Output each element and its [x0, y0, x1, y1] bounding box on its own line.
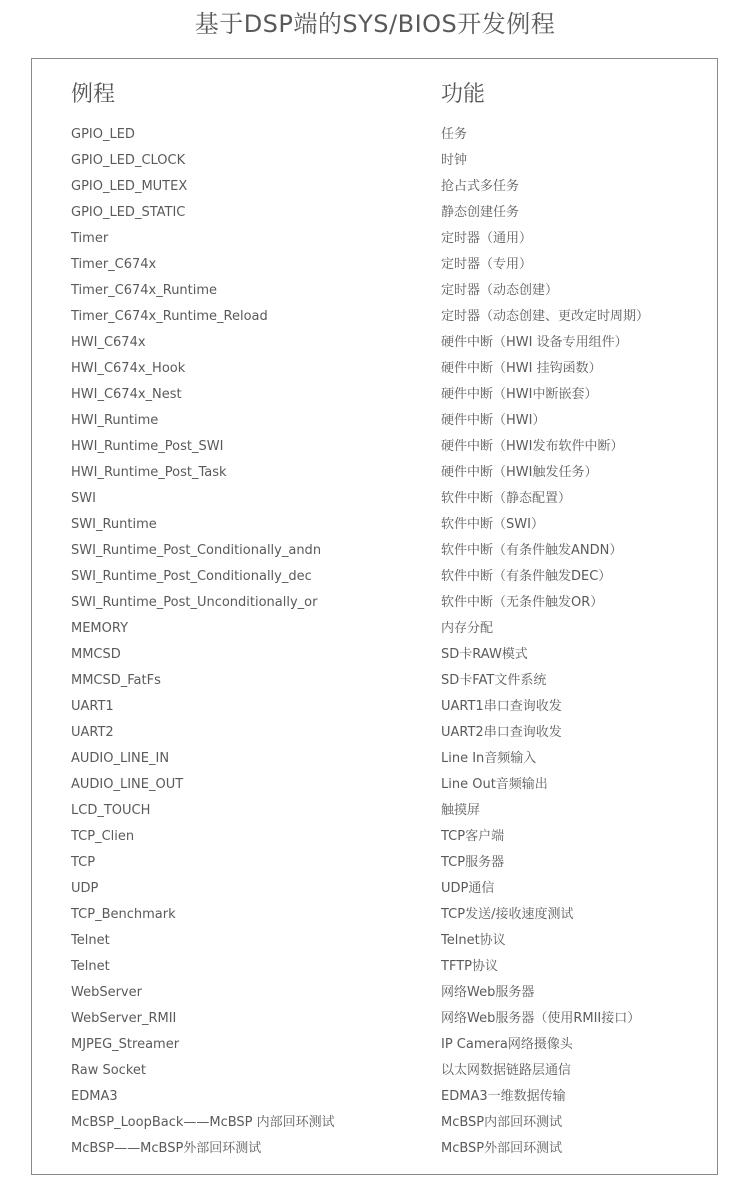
table-row: [0, 590, 750, 616]
table-row: [0, 954, 750, 980]
function-description-cell: 任务: [441, 127, 468, 142]
function-description-cell: McBSP外部回环测试: [441, 1141, 563, 1156]
function-description-cell: Line In音频输入: [441, 751, 537, 766]
table-row: [0, 616, 750, 642]
function-description-cell: SD卡FAT文件系统: [441, 673, 547, 688]
table-row: [0, 252, 750, 278]
table-row: [0, 1032, 750, 1058]
table-row: [0, 1084, 750, 1110]
example-name-cell: TCP_Clien: [71, 829, 135, 844]
example-name-cell: AUDIO_LINE_IN: [71, 751, 170, 766]
example-name-cell: HWI_Runtime: [71, 413, 159, 428]
function-description-cell: 内存分配: [441, 621, 494, 636]
example-name-cell: AUDIO_LINE_OUT: [71, 777, 184, 792]
function-description-cell: UDP通信: [441, 881, 495, 896]
table-row: [0, 564, 750, 590]
table-row: [0, 200, 750, 226]
example-name-cell: UART2: [71, 725, 114, 740]
table-row: [0, 746, 750, 772]
example-name-cell: GPIO_LED_MUTEX: [71, 179, 188, 194]
function-description-cell: TCP服务器: [441, 855, 505, 870]
table-row: [0, 304, 750, 330]
example-name-cell: MMCSD_FatFs: [71, 673, 161, 688]
function-description-cell: 网络Web服务器（使用RMII接口）: [441, 1011, 641, 1026]
example-name-cell: TCP: [71, 855, 96, 870]
function-description-cell: Telnet协议: [441, 933, 506, 948]
function-description-cell: 定时器（专用）: [441, 257, 533, 272]
example-name-cell: MMCSD: [71, 647, 121, 662]
example-name-cell: GPIO_LED: [71, 127, 135, 142]
example-name-cell: HWI_Runtime_Post_Task: [71, 465, 227, 480]
table-row: [0, 382, 750, 408]
table-row: [0, 356, 750, 382]
function-description-cell: 软件中断（有条件触发ANDN）: [441, 543, 623, 558]
example-name-cell: GPIO_LED_STATIC: [71, 205, 186, 220]
table-row: [0, 226, 750, 252]
table-row: [0, 1110, 750, 1136]
function-description-cell: 硬件中断（HWI 设备专用组件）: [441, 335, 628, 350]
example-name-cell: McBSP_LoopBack——McBSP 内部回环测试: [71, 1115, 335, 1130]
table-row: [0, 980, 750, 1006]
table-row: [0, 122, 750, 148]
function-description-cell: 网络Web服务器: [441, 985, 535, 1000]
example-name-cell: Raw Socket: [71, 1063, 146, 1078]
table-row: [0, 694, 750, 720]
table-row: [0, 330, 750, 356]
example-name-cell: SWI_Runtime: [71, 517, 157, 532]
table-row: [0, 278, 750, 304]
table-row: [0, 824, 750, 850]
function-description-cell: 触摸屏: [441, 803, 481, 818]
example-name-cell: EDMA3: [71, 1089, 118, 1104]
function-description-cell: 软件中断（静态配置）: [441, 491, 572, 506]
table-row: [0, 174, 750, 200]
example-name-cell: Timer_C674x_Runtime: [71, 283, 218, 298]
table-row: [0, 1006, 750, 1032]
function-description-cell: 时钟: [441, 153, 468, 168]
example-name-cell: Timer: [71, 231, 109, 246]
example-name-cell: McBSP——McBSP外部回环测试: [71, 1141, 262, 1156]
table-row: [0, 538, 750, 564]
table-row: [0, 902, 750, 928]
column-header-function: 功能: [441, 82, 486, 107]
function-description-cell: 定时器（动态创建、更改定时周期）: [441, 309, 650, 324]
function-description-cell: 硬件中断（HWI触发任务）: [441, 465, 598, 480]
example-name-cell: Telnet: [71, 933, 110, 948]
function-description-cell: 硬件中断（HWI中断嵌套）: [441, 387, 598, 402]
table-row: [0, 1058, 750, 1084]
table-row: [0, 772, 750, 798]
example-name-cell: HWI_Runtime_Post_SWI: [71, 439, 224, 454]
function-description-cell: 硬件中断（HWI）: [441, 413, 546, 428]
example-name-cell: HWI_C674x_Hook: [71, 361, 186, 376]
table-row: [0, 668, 750, 694]
function-description-cell: 定时器（动态创建）: [441, 283, 559, 298]
example-name-cell: MJPEG_Streamer: [71, 1037, 180, 1052]
table-row: [0, 876, 750, 902]
table-row: [0, 434, 750, 460]
example-name-cell: SWI_Runtime_Post_Unconditionally_or: [71, 595, 318, 610]
example-name-cell: Telnet: [71, 959, 110, 974]
example-name-cell: WebServer_RMII: [71, 1011, 177, 1026]
table-row: [0, 486, 750, 512]
table-row: [0, 148, 750, 174]
table-row: [0, 798, 750, 824]
column-header-example: 例程: [71, 82, 116, 107]
example-name-cell: LCD_TOUCH: [71, 803, 151, 818]
page-title: 基于DSP端的SYS/BIOS开发例程: [194, 10, 556, 38]
function-description-cell: 静态创建任务: [441, 205, 520, 220]
function-description-cell: 定时器（通用）: [441, 231, 533, 246]
function-description-cell: TCP发送/接收速度测试: [441, 907, 574, 922]
function-description-cell: TCP客户端: [441, 829, 505, 844]
function-description-cell: UART1串口查询收发: [441, 699, 562, 714]
table-row: [0, 512, 750, 538]
function-description-cell: UART2串口查询收发: [441, 725, 562, 740]
example-name-cell: MEMORY: [71, 621, 129, 636]
example-name-cell: WebServer: [71, 985, 142, 1000]
example-name-cell: TCP_Benchmark: [71, 907, 176, 922]
function-description-cell: McBSP内部回环测试: [441, 1115, 563, 1130]
function-description-cell: Line Out音频输出: [441, 777, 548, 792]
example-name-cell: Timer_C674x: [71, 257, 157, 272]
example-name-cell: HWI_C674x: [71, 335, 146, 350]
table-row: [0, 642, 750, 668]
function-description-cell: 以太网数据链路层通信: [441, 1063, 572, 1078]
example-name-cell: SWI: [71, 491, 96, 506]
function-description-cell: IP Camera网络摄像头: [441, 1037, 573, 1052]
function-description-cell: 硬件中断（HWI 挂钩函数）: [441, 361, 602, 376]
example-name-cell: SWI_Runtime_Post_Conditionally_dec: [71, 569, 312, 584]
function-description-cell: 软件中断（无条件触发OR）: [441, 595, 604, 610]
function-description-cell: EDMA3一维数据传输: [441, 1089, 566, 1104]
example-name-cell: GPIO_LED_CLOCK: [71, 153, 186, 168]
example-name-cell: Timer_C674x_Runtime_Reload: [71, 309, 268, 324]
table-row: [0, 928, 750, 954]
example-name-cell: SWI_Runtime_Post_Conditionally_andn: [71, 543, 322, 558]
function-description-cell: 硬件中断（HWI发布软件中断）: [441, 439, 624, 454]
table-row: [0, 408, 750, 434]
example-name-cell: UART1: [71, 699, 114, 714]
function-description-cell: SD卡RAW模式: [441, 647, 528, 662]
function-description-cell: TFTP协议: [441, 959, 498, 974]
table-row: [0, 460, 750, 486]
example-name-cell: UDP: [71, 881, 99, 896]
function-description-cell: 软件中断（SWI）: [441, 517, 544, 532]
function-description-cell: 软件中断（有条件触发DEC）: [441, 569, 612, 584]
table-row: [0, 720, 750, 746]
table-row: [0, 850, 750, 876]
example-name-cell: HWI_C674x_Nest: [71, 387, 182, 402]
table-body: [0, 122, 750, 1162]
function-description-cell: 抢占式多任务: [441, 179, 520, 194]
table-row: [0, 1136, 750, 1162]
